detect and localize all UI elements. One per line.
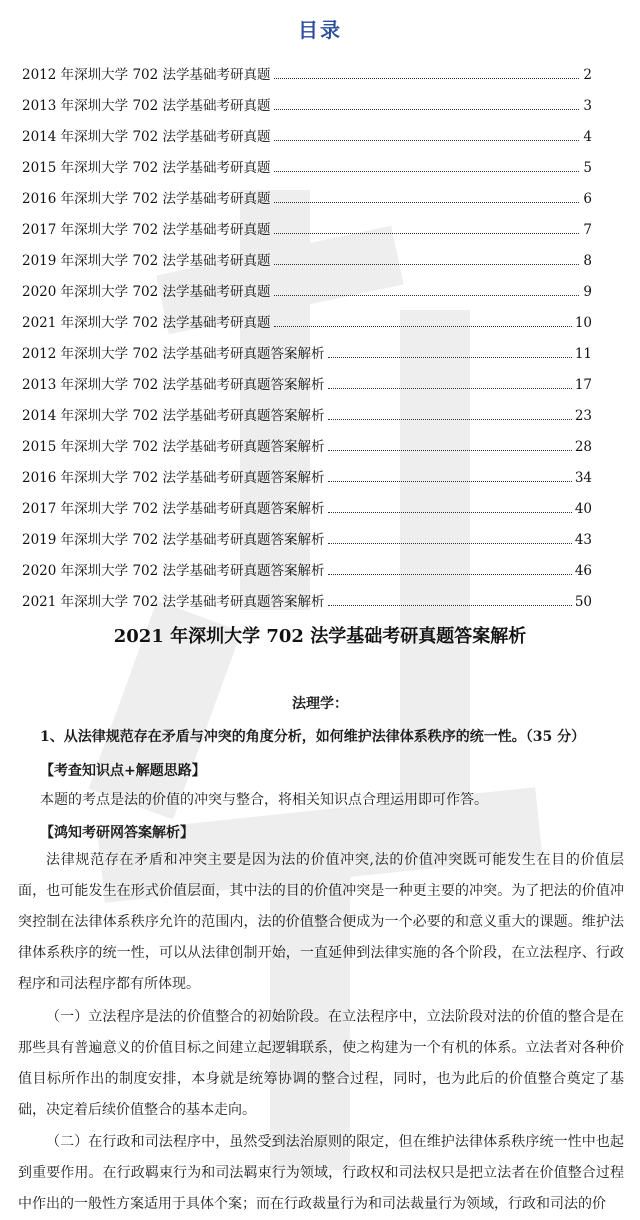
toc-entry-label: 2014 年深圳大学 702 法学基础考研真题答案解析: [22, 408, 325, 424]
toc-entry[interactable]: [22, 83, 592, 114]
toc-entry[interactable]: [22, 393, 592, 424]
toc-entry-page: 10: [574, 315, 592, 331]
tag-answer-analysis: 【鸿知考研网答案解析】: [40, 825, 194, 841]
toc-entry[interactable]: [22, 579, 592, 610]
toc-entry-label: 2013 年深圳大学 702 法学基础考研真题: [22, 98, 271, 114]
toc-entry-page: 34: [574, 470, 592, 486]
toc-leader-dots: [274, 108, 580, 110]
toc-leader-dots: [328, 573, 572, 575]
toc-leader-dots: [328, 511, 572, 513]
toc-entry-label: 2015 年深圳大学 702 法学基础考研真题答案解析: [22, 439, 325, 455]
toc-entry-page: 4: [583, 129, 592, 145]
toc-entry-page: 7: [583, 222, 592, 238]
toc-entry[interactable]: [22, 517, 592, 548]
toc-entry[interactable]: [22, 52, 592, 83]
toc-leader-dots: [328, 449, 572, 451]
toc-entry-page: 3: [583, 98, 592, 114]
toc-leader-dots: [274, 232, 580, 234]
toc-entry[interactable]: [22, 455, 592, 486]
toc-entry-page: 6: [583, 191, 592, 207]
toc-entry[interactable]: [22, 300, 592, 331]
toc-entry-label: 2021 年深圳大学 702 法学基础考研真题: [22, 315, 271, 331]
toc-entry-page: 50: [574, 594, 592, 610]
answer-paragraph-2: （一）立法程序是法的价值整合的初始阶段。在立法程序中，立法阶段对法的价值的整合是在那些具有普遍意义的价值目标之间建立起逻辑联系，使之构建为一个有机的体系。立法者对各种价值目标所作出的制度安排，本身就是统筹协调的整合过程，同时，也为此后的价值整合奠定了基础，决定着后续价值整合的基本走向。: [18, 1009, 624, 1118]
toc-entry-page: 46: [574, 563, 592, 579]
toc-entry[interactable]: [22, 362, 592, 393]
toc-entry-label: 2019 年深圳大学 702 法学基础考研真题: [22, 253, 271, 269]
toc-entry-page: 5: [583, 160, 592, 176]
points-paragraph: 本题的考点是法的价值的冲突与整合，将相关知识点合理运用即可作答。: [40, 792, 488, 808]
question-heading: 1、从法律规范存在矛盾与冲突的角度分析，如何维护法律体系秩序的统一性。（35 分）: [40, 729, 586, 745]
toc-leader-dots: [328, 542, 572, 544]
toc-leader-dots: [274, 294, 580, 296]
toc-entry-label: 2012 年深圳大学 702 法学基础考研真题答案解析: [22, 346, 325, 362]
toc-entry-label: 2013 年深圳大学 702 法学基础考研真题答案解析: [22, 377, 325, 393]
toc-leader-dots: [328, 480, 572, 482]
toc-leader-dots: [274, 77, 580, 79]
toc-entry[interactable]: [22, 207, 592, 238]
toc-entry[interactable]: [22, 331, 592, 362]
toc-leader-dots: [274, 263, 580, 265]
toc-leader-dots: [328, 418, 572, 420]
toc-entry-label: 2012 年深圳大学 702 法学基础考研真题: [22, 67, 271, 83]
toc-entry[interactable]: [22, 269, 592, 300]
toc-entry-label: 2016 年深圳大学 702 法学基础考研真题答案解析: [22, 470, 325, 486]
toc-entry[interactable]: [22, 176, 592, 207]
toc-entry-label: 2020 年深圳大学 702 法学基础考研真题: [22, 284, 271, 300]
toc-entry-label: 2019 年深圳大学 702 法学基础考研真题答案解析: [22, 532, 325, 548]
toc-entry-label: 2014 年深圳大学 702 法学基础考研真题: [22, 129, 271, 145]
toc-entry-page: 28: [574, 439, 592, 455]
toc-leader-dots: [328, 387, 572, 389]
toc-entry[interactable]: [22, 486, 592, 517]
section-title: 法理学：: [292, 696, 348, 712]
document-title: 2021 年深圳大学 702 法学基础考研真题答案解析: [113, 626, 527, 647]
toc-entry-page: 9: [583, 284, 592, 300]
toc-leader-dots: [274, 170, 580, 172]
toc-entry-label: 2017 年深圳大学 702 法学基础考研真题: [22, 222, 271, 238]
toc-entry[interactable]: [22, 145, 592, 176]
toc-entry-label: 2021 年深圳大学 702 法学基础考研真题答案解析: [22, 594, 325, 610]
toc-entry-label: 2015 年深圳大学 702 法学基础考研真题: [22, 160, 271, 176]
toc-leader-dots: [274, 325, 572, 327]
toc-entry[interactable]: [22, 424, 592, 455]
toc-entry-page: 23: [574, 408, 592, 424]
toc-leader-dots: [328, 604, 572, 606]
toc-entry-label: 2016 年深圳大学 702 法学基础考研真题: [22, 191, 271, 207]
tag-knowledge-points: 【考查知识点+解题思路】: [40, 763, 206, 779]
toc-entry-page: 43: [574, 532, 592, 548]
answer-paragraph-1: 法律规范存在矛盾和冲突主要是因为法的价值冲突,法的价值冲突既可能发生在目的价值层面，也可能发生在形式价值层面，其中法的目的价值冲突是一种更主要的冲突。为了把法的价值冲突控制在法律体系秩序允许的范围内，法的价值整合便成为一个必要的和意义重大的课题。维护法律体系秩序的统一性，可以从法律创制开始，一直延伸到法律实施的各个阶段，在立法程序、行政程序和司法程序都有所体现。: [18, 852, 624, 992]
answer-paragraph-3: （二）在行政和司法程序中，虽然受到法治原则的限定，但在维护法律体系秩序统一性中也起到重要作用。在行政羁束行为和司法羁束行为领域，行政权和司法权只是把立法者在价值整合过程中作出的一般性方案适用于具体个案；而在行政裁量行为和司法裁量行为领域，行政和司法的价: [18, 1134, 624, 1212]
toc-entry-label: 2017 年深圳大学 702 法学基础考研真题答案解析: [22, 501, 325, 517]
toc-entry-page: 11: [574, 346, 592, 362]
toc-title: 目录: [298, 18, 342, 42]
table-of-contents: [22, 52, 592, 610]
toc-entry-label: 2020 年深圳大学 702 法学基础考研真题答案解析: [22, 563, 325, 579]
toc-leader-dots: [274, 201, 580, 203]
toc-entry-page: 17: [574, 377, 592, 393]
toc-leader-dots: [328, 356, 572, 358]
toc-entry-page: 8: [583, 253, 592, 269]
toc-entry[interactable]: [22, 548, 592, 579]
toc-entry[interactable]: [22, 114, 592, 145]
toc-entry-page: 2: [583, 67, 592, 83]
toc-entry[interactable]: [22, 238, 592, 269]
toc-entry-page: 40: [574, 501, 592, 517]
toc-leader-dots: [274, 139, 580, 141]
